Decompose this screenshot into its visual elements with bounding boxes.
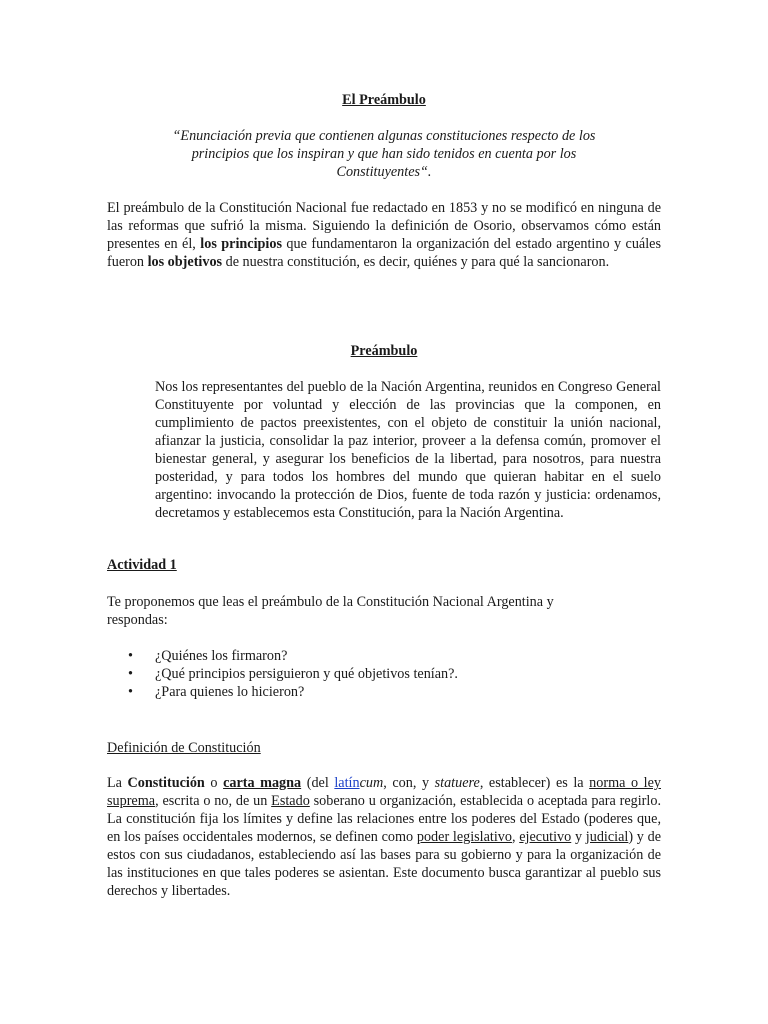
link-norma-ley-suprema[interactable]: norma o ley suprema [107, 775, 661, 809]
intro-bold-principios: los principios [200, 236, 282, 252]
bullet-icon: • [128, 684, 133, 700]
intro-bold-objetivos: los objetivos [147, 254, 223, 270]
link-estado[interactable]: Estado [271, 793, 310, 809]
def-text: ) y de estos con sus ciudadanos, estableciendo así las bases para su gobierno y para la organización de las instituciones en que tales poderes se asientan. Este documento busca garantizar al pueblo sus derechos y libertades. [107, 829, 661, 899]
term-statuere: statuere [434, 775, 480, 791]
intro-text-1: El preámbulo de la Constitución Nacional fue redactado en 1853 y no se modificó en ninguna de las reformas que sufrió la misma. Siguiendo la definición de Osorio, observamos cómo están presentes en él, [107, 200, 661, 252]
question-text: ¿Quiénes los firmaron? [155, 648, 288, 664]
bullet-icon: • [128, 648, 133, 664]
link-ejecutivo[interactable]: ejecutivo [519, 829, 572, 845]
definition-quote: “Enunciación previa que contienen algunas constituciones respecto de los principios que los inspiran y que han sido tenidos en cuenta por los Constituyentes“. [172, 128, 596, 180]
list-item [128, 683, 458, 701]
question-text: ¿Qué principios persiguieron y qué objetivos tenían?. [155, 666, 458, 682]
def-text: , escrita o no, de un [155, 793, 272, 809]
document-title: El Preámbulo [342, 92, 426, 108]
def-text: , establecer) es la [479, 775, 590, 791]
definition-heading: Definición de Constitución [107, 740, 261, 756]
def-text: , con, y [383, 775, 435, 791]
list-item [128, 665, 458, 683]
def-text: , [511, 829, 520, 845]
definition-paragraph [107, 774, 661, 900]
preamble-heading: Preámbulo [350, 343, 418, 359]
def-text: (del [301, 775, 335, 791]
def-text: La [107, 775, 128, 791]
intro-paragraph [107, 199, 661, 271]
def-text: soberano u organización, establecida o aceptada para regirlo. La constitución fija los límites y define las relaciones entre los poderes del Estado (poderes que, en los países occidentales modernos, se definen como [107, 793, 661, 845]
question-list [128, 647, 458, 701]
term-cum: cum [359, 775, 384, 791]
intro-text-2: que fundamentaron la organización del estado argentino y cuáles fueron [107, 236, 661, 270]
link-judicial[interactable]: judicial [585, 829, 629, 845]
bullet-icon: • [128, 666, 133, 682]
question-text: ¿Para quienes lo hicieron? [155, 684, 305, 700]
preamble-text: Nos los representantes del pueblo de la Nación Argentina, reunidos en Congreso General Constituyente por voluntad y elección de las provincias que la componen, en cumplimiento de pactos preexistentes, con el objeto de constituir la unión nacional, afianzar la justicia, consolidar la paz interior, proveer a la defensa común, promover el bienestar general, y asegurar los beneficios de la libertad, para nosotros, para nuestra posteridad, y para todos los hombres del mundo que quieran habitar en el suelo argentino: invocando la protección de Dios, fuente de toda razón y justicia: ordenamos, decretamos y establecemos esta Constitución, para la Nación Argentina. [155, 379, 661, 521]
def-text: y [571, 829, 586, 845]
link-carta-magna[interactable]: carta magna [223, 775, 302, 791]
link-poder-legislativo[interactable]: poder legislativo [416, 829, 512, 845]
activity-prompt: Te proponemos que leas el preámbulo de la Constitución Nacional Argentina y respondas: [107, 594, 554, 628]
link-latin[interactable]: latín [334, 775, 360, 791]
list-item [128, 647, 458, 665]
activity-heading: Actividad 1 [107, 557, 177, 573]
def-text: o [204, 775, 224, 791]
intro-text-3: de nuestra constitución, es decir, quiénes y para qué la sancionaron. [222, 254, 610, 270]
term-constitucion: Constitución [127, 775, 205, 791]
